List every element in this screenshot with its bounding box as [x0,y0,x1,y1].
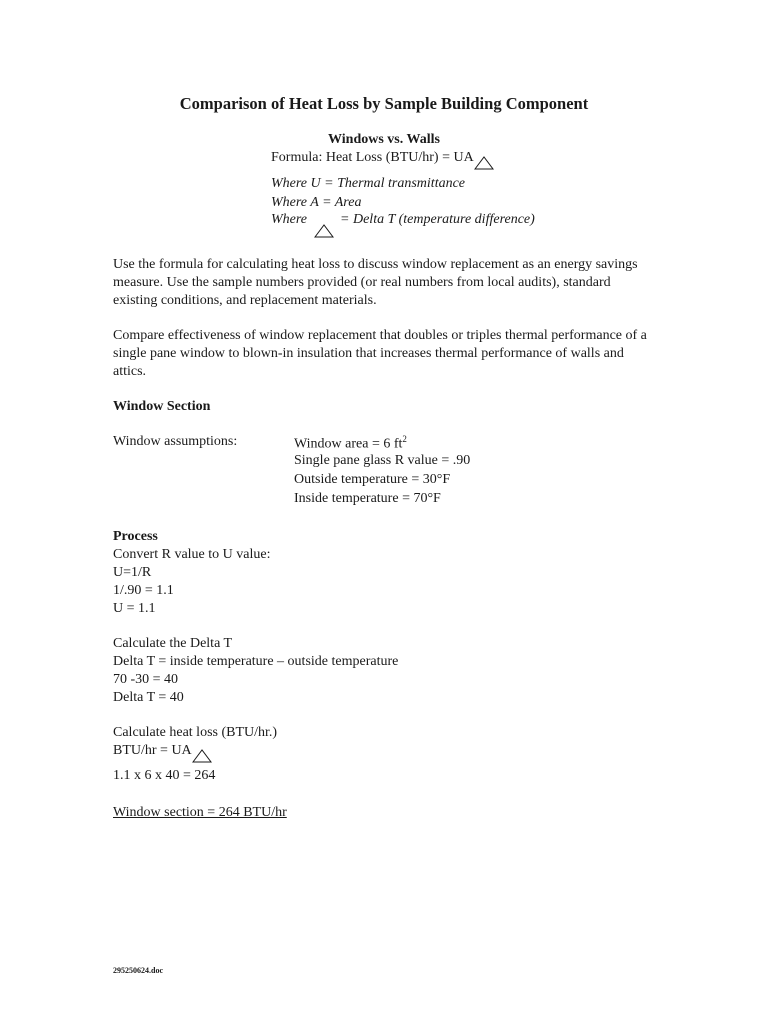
area-text: Window area = 6 ft [294,436,403,452]
heatloss-formula-line [113,743,210,762]
document-title: Comparison of Heat Loss by Sample Building Component [179,94,589,113]
where-delta-suffix: = Delta T (temperature difference) [340,212,535,227]
assumption-inside-temp: Inside temperature = 70°F [294,491,441,506]
window-section-heading: Window Section [113,399,211,414]
convert-heading: Convert R value to U value: [113,547,271,562]
delta-triangle-icon [311,221,337,235]
convert-line: U=1/R [113,565,152,580]
delta-line: Delta T = inside temperature – outside temperature [113,654,399,669]
assumption-r-value: Single pane glass R value = .90 [294,453,471,468]
paragraph-compare: Compare effectiveness of window replacement that doubles or triples thermal performance of a single pane window to blown-in insulation that increases thermal performance of walls and attics. [113,328,647,379]
formula-where-a: Where A = Area [271,195,362,210]
assumptions-label: Window assumptions: [113,434,238,449]
convert-line: U = 1.1 [113,601,156,616]
formula-line [271,150,492,169]
where-delta-prefix: Where [271,212,308,227]
delta-heading: Calculate the Delta T [113,636,233,651]
heatloss-formula: BTU/hr = UA [113,743,192,758]
heatloss-heading: Calculate heat loss (BTU/hr.) [113,725,278,740]
assumption-outside-temp: Outside temperature = 30°F [294,472,451,487]
delta-line: 70 -30 = 40 [113,672,179,687]
window-section-result: Window section = 264 BTU/hr [113,805,287,820]
formula-where-u: Where U = Thermal transmittance [271,176,466,191]
convert-line: 1/.90 = 1.1 [113,583,174,598]
formula-where-delta [271,212,535,235]
delta-line: Delta T = 40 [113,690,184,705]
heatloss-calc: 1.1 x 6 x 40 = 264 [113,768,216,783]
document-subtitle: Windows vs. Walls [328,132,440,147]
footer-filename: 295250624.doc [113,966,163,975]
delta-triangle-icon [192,748,210,762]
area-exponent: 2 [402,434,407,444]
delta-triangle-icon [474,155,492,169]
paragraph-intro: Use the formula for calculating heat loss to discuss window replacement as an energy savings measure. Use the sample numbers provided (or real numbers from local audits), standard existing conditions, and replacement materials. [113,257,638,308]
formula-text: Formula: Heat Loss (BTU/hr) = UA [271,150,474,165]
process-heading: Process [113,529,158,544]
assumption-area [294,434,407,453]
